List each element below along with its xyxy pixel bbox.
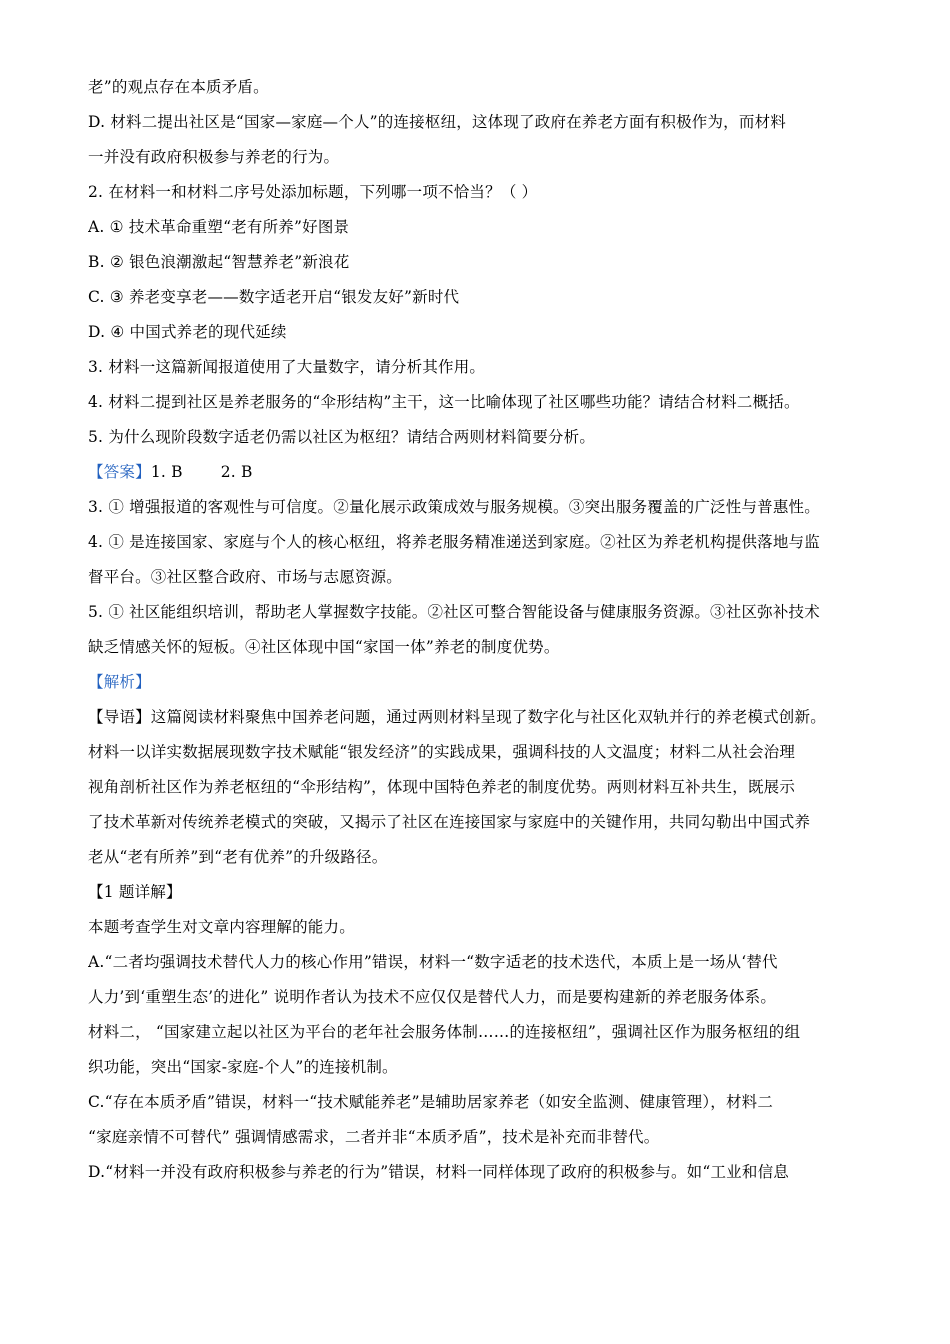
question-4: 4. 材料二提到社区是养老服务的“伞形结构”主干，这一比喻体现了社区哪些功能？请结合材料二概括。 [88, 393, 800, 411]
document-page [88, 70, 866, 1190]
answer-4: 4. ① 是连接国家、家庭与个人的核心枢纽，将养老服务精准递送到家庭。②社区为养老机构提供落地与监 [88, 533, 820, 551]
text-line: 了技术革新对传统养老模式的突破，又揭示了社区在连接国家与家庭中的关键作用，共同勾勒出中国式养 [88, 813, 811, 831]
text-line: 本题考查学生对文章内容理解的能力。 [88, 918, 355, 936]
option-c: C. ③ 养老变享老——数字适老开启“银发友好”新时代 [88, 288, 460, 306]
answer-2: 2. B [220, 463, 253, 481]
text-line: 视角剖析社区作为养老枢纽的“伞形结构”，体现中国特色养老的制度优势。两则材料互补共生，既展示 [88, 778, 796, 796]
text-line: 一并没有政府积极参与养老的行为。 [88, 148, 340, 166]
option-d-line: D. 材料二提出社区是“国家—家庭—个人”的连接枢纽，这体现了政府在养老方面有积极作为，而材料 [88, 113, 786, 131]
answer-1: 1. B [150, 463, 183, 481]
detail-a: A.“二者均强调技术替代人力的核心作用”错误，材料一“数字适老的技术迭代，本质上是一场从‘替代 [88, 953, 778, 971]
text-line: 材料二， “国家建立起以社区为平台的老年社会服务体制……的连接枢纽”，强调社区作为服务枢纽的组 [88, 1023, 801, 1041]
detail-d: D.“材料一并没有政府积极参与养老的行为”错误，材料一同样体现了政府的积极参与。如“工业和信息 [88, 1163, 789, 1181]
option-d: D. ④ 中国式养老的现代延续 [88, 323, 287, 341]
answer-line [88, 455, 866, 490]
text-line: 人力’到‘重塑生态’的进化” 说明作者认为技术不应仅仅是替代人力，而是要构建新的养老服务体系。 [88, 988, 777, 1006]
analysis-tag: 【解析】 [88, 673, 151, 691]
detail-c: C.“存在本质矛盾”错误，材料一“技术赋能养老”是辅助居家养老（如安全监测、健康管理），材料二 [88, 1093, 774, 1111]
question-2: 2. 在材料一和材料二序号处添加标题，下列哪一项不恰当？（ ） [88, 183, 538, 201]
question-3: 3. 材料一这篇新闻报道使用了大量数字，请分析其作用。 [88, 358, 486, 376]
option-a: A. ① 技术革命重塑“老有所养”好图景 [88, 218, 350, 236]
answer-3: 3. ① 增强报道的客观性与可信度。②量化展示政策成效与服务规模。③突出服务覆盖的广泛性与普惠性。 [88, 498, 820, 516]
answer-tag: 【答案】 [88, 463, 151, 481]
text-line: 缺乏情感关怀的短板。④社区体现中国“家国一体”养老的制度优势。 [88, 638, 560, 656]
text-line: 督平台。③社区整合政府、市场与志愿资源。 [88, 568, 403, 586]
answer-5: 5. ① 社区能组织培训，帮助老人掌握数字技能。②社区可整合智能设备与健康服务资源。③社区弥补技术 [88, 603, 820, 621]
analysis-line [88, 665, 866, 700]
detail-heading: 【1 题详解】 [88, 883, 182, 901]
text-line: “家庭亲情不可替代” 强调情感需求，二者并非“本质矛盾”，技术是补充而非替代。 [88, 1128, 660, 1146]
text-line: 材料一以详实数据展现数字技术赋能“银发经济”的实践成果，强调科技的人文温度；材料二从社会治理 [88, 743, 796, 761]
question-5: 5. 为什么现阶段数字适老仍需以社区为枢纽？请结合两则材料简要分析。 [88, 428, 596, 446]
option-b: B. ② 银色浪潮激起“智慧养老”新浪花 [88, 253, 350, 271]
intro-line: 【导语】这篇阅读材料聚焦中国养老问题，通过两则材料呈现了数字化与社区化双轨并行的养老模式创新。 [88, 708, 826, 726]
text-line: 老从“老有所养”到“老有优养”的升级路径。 [88, 848, 388, 866]
text-line: 织功能，突出“国家-家庭-个人”的连接机制。 [88, 1058, 398, 1076]
text-line: 老”的观点存在本质矛盾。 [88, 78, 269, 96]
